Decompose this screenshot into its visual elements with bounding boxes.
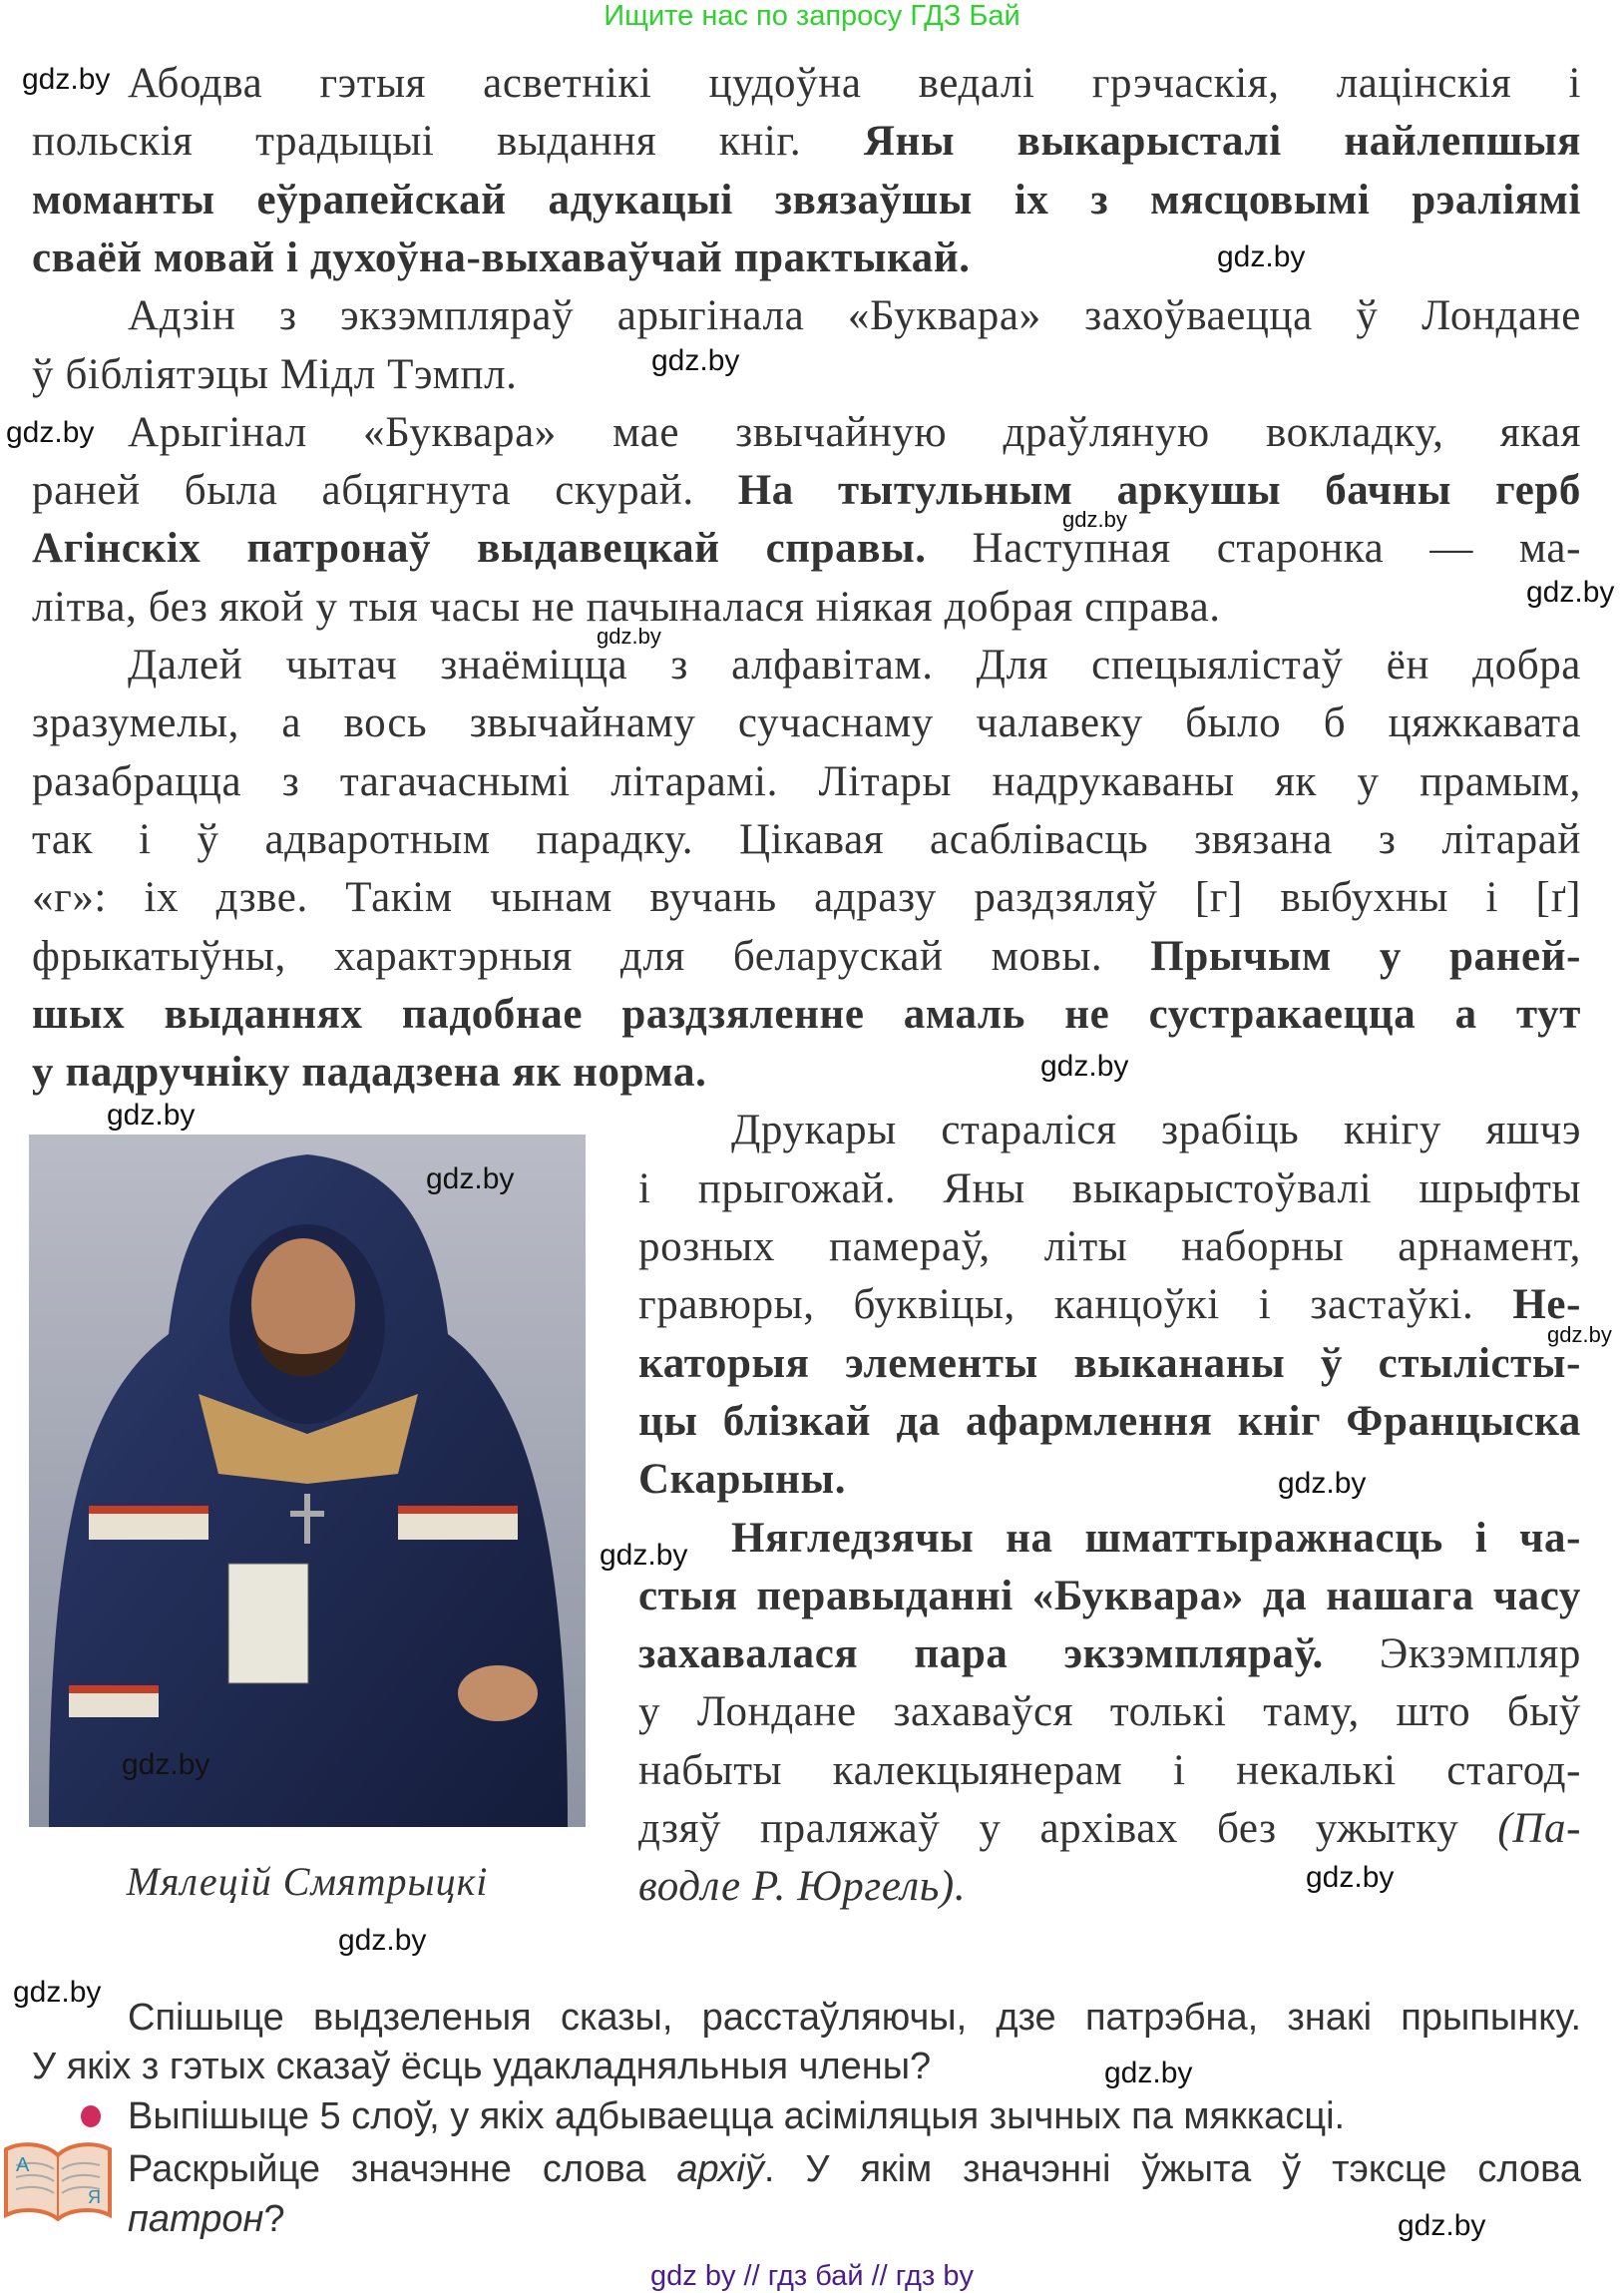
text-line xyxy=(32,520,1581,578)
text-line xyxy=(638,1160,1581,1218)
highlighted-sentence: каторыя элементы выкананы ў стылісты- xyxy=(638,1339,1581,1387)
text-segment: і прыгожай. Яны выкарыстоўвалі шрыфты xyxy=(638,1164,1581,1212)
highlighted-sentence: На тытульным аркушы бачны герб xyxy=(737,467,1581,515)
watermark: gdz.by xyxy=(1104,2057,1193,2089)
watermark: gdz.by xyxy=(1217,240,1306,273)
text-segment: набыты калекцыянерам і некалькі стагод- xyxy=(638,1746,1581,1794)
highlighted-sentence: у падручніку пададзена як норма. xyxy=(32,1049,707,1097)
highlighted-sentence: Скарыны. xyxy=(638,1456,847,1504)
italic-text: архіў xyxy=(676,2148,764,2190)
watermark: gdz.by xyxy=(651,344,740,377)
text-segment: Экзэмпляр xyxy=(1323,1630,1581,1678)
text-segment: У якіх з гэтых сказаў ёсць удакладняльныя члены? xyxy=(32,2046,932,2087)
watermark: gdz.by xyxy=(6,416,95,449)
text-segment: Выпішыце 5 слоў, у якіх адбываецца асіміляцыя зычных па мяккасці. xyxy=(128,2095,1346,2137)
text-segment: фрыкатыўны, характэрныя для беларускай мовы. xyxy=(32,932,1151,980)
watermark: gdz.by xyxy=(13,1976,102,2009)
text-line xyxy=(638,1742,1581,1800)
footer-links: gdz by // гдз бай // гдз by xyxy=(650,2260,974,2292)
text-segment: «г»: іх дзве. Такім чынам вучань адразу раздзяляў [г] выбухны і [ґ] xyxy=(32,874,1581,922)
text-line xyxy=(32,1044,706,1102)
text-line xyxy=(32,694,1581,752)
highlighted-sentence: моманты еўрапейскай адукацыі звязаўшы іх з мясцовымі рэаліямі xyxy=(32,176,1581,224)
text-segment: Друкары стараліся зрабіць кнігу яшчэ xyxy=(731,1107,1581,1154)
text-line xyxy=(638,1276,1581,1334)
portrait-caption: Мялецій Смятрыцкі xyxy=(126,1859,489,1904)
open-book-dictionary-icon xyxy=(2,2141,114,2221)
highlighted-sentence: Нягледзячы на шматтыражнасць і ча- xyxy=(731,1514,1581,1562)
text-line xyxy=(32,346,517,404)
highlighted-sentence: стыя перавыданні «Буквара» да нашага часу xyxy=(638,1572,1581,1619)
italic-text: патрон xyxy=(128,2198,264,2240)
highlighted-sentence: Яны выкарысталі найлепшыя xyxy=(863,118,1581,166)
text-segment: Раскрыйце значэнне слова xyxy=(128,2148,677,2190)
book-letter-a: А xyxy=(16,2154,30,2176)
text-segment: ? xyxy=(263,2198,285,2240)
watermark: gdz.by xyxy=(1040,1050,1129,1083)
portrait-meletius-smotrytsky xyxy=(29,1135,586,1827)
watermark: gdz.by xyxy=(1547,1322,1612,1347)
text-line xyxy=(32,229,971,287)
text-line xyxy=(128,55,1581,113)
highlighted-sentence: Прычым у раней- xyxy=(1150,932,1581,980)
text-line xyxy=(731,1102,1581,1159)
header-search-hint: Ищите нас по запросу ГДЗ Бай xyxy=(604,0,1020,32)
text-segment: розных памераў, літы наборны арнамент, xyxy=(638,1223,1581,1270)
text-line xyxy=(32,753,1581,811)
text-line xyxy=(638,1393,1581,1451)
text-line xyxy=(638,1218,1581,1276)
text-line xyxy=(638,1683,1581,1741)
text-segment: Далей чытач знаёміцца з алфавітам. Для спецыялістаў ён добра xyxy=(128,642,1581,688)
watermark: gdz.by xyxy=(1398,2209,1486,2242)
watermark: gdz.by xyxy=(1278,1467,1367,1500)
text-segment: . У якім значэнні ўжыта ў тэксце слова xyxy=(763,2148,1581,2190)
task-line xyxy=(128,1994,1581,2042)
text-line xyxy=(638,1625,1581,1683)
text-line xyxy=(32,462,1581,520)
text-segment: Наступная старонка — ма- xyxy=(926,525,1581,573)
text-segment: так і ў адваротным парадку. Цікавая асаблівасць звязана з літарай xyxy=(32,815,1581,863)
text-line xyxy=(32,113,1581,171)
italic-text: (Па- xyxy=(1497,1805,1581,1852)
highlighted-sentence: шых выданнях падобнае раздзяленне амаль не сустракаецца а тут xyxy=(32,990,1581,1038)
task-line xyxy=(128,2145,1581,2193)
italic-text: водле Р. Юргель). xyxy=(638,1863,967,1911)
text-line xyxy=(32,986,1581,1044)
text-segment: разабрацца з тагачаснымі літарамі. Літары надрукаваны як у прамым, xyxy=(32,757,1581,805)
watermark: gdz.by xyxy=(122,1748,210,1781)
highlighted-sentence: захавалася пара экзэмпляраў. xyxy=(638,1630,1324,1678)
highlighted-sentence: сваёй мовай і духоўна-выхаваўчай практыкай. xyxy=(32,233,971,281)
watermark: gdz.by xyxy=(338,1924,427,1957)
text-segment: раней была абцягнута скурай. xyxy=(32,467,738,515)
text-segment: польскія традыцыі выдання кніг. xyxy=(32,118,864,166)
task-line xyxy=(32,2043,931,2090)
watermark: gdz.by xyxy=(600,1539,688,1572)
watermark: gdz.by xyxy=(22,63,111,96)
task-line xyxy=(128,2092,1345,2140)
text-line xyxy=(128,287,1581,345)
text-segment: Арыгінал «Буквара» мае звычайную драўляную вокладку, якая xyxy=(128,408,1581,456)
text-line xyxy=(32,869,1581,927)
text-line xyxy=(128,404,1581,462)
text-segment: Спішыце выдзеленыя сказы, расстаўляючы, дзе патрэбна, знакі прыпынку. xyxy=(128,1997,1581,2039)
text-segment: дзяў праляжаў у архівах без ужытку xyxy=(638,1805,1498,1852)
highlighted-sentence: Агінскіх патронаў выдавецкай справы. xyxy=(32,525,927,573)
text-segment: ў бібліятэцы Мідл Тэмпл. xyxy=(32,350,518,398)
watermark: gdz.by xyxy=(426,1162,515,1195)
watermark: gdz.by xyxy=(597,624,661,649)
book-letter-ya: Я xyxy=(88,2187,101,2207)
watermark: gdz.by xyxy=(1526,576,1615,609)
text-line xyxy=(638,1800,1581,1858)
watermark: gdz.by xyxy=(107,1099,196,1132)
text-segment: у Лондане захаваўся толькі таму, што быў xyxy=(638,1688,1581,1736)
highlighted-sentence: цы блізкай да афармлення кніг Францыска xyxy=(638,1397,1581,1445)
text-segment: Адзін з экзэмпляраў арыгінала «Буквара» захоўваецца ў Лондане xyxy=(128,292,1581,340)
text-line xyxy=(638,1335,1581,1393)
text-line xyxy=(638,1858,966,1916)
text-segment: гравюры, буквіцы, канцоўкі і застаўкі. xyxy=(638,1281,1513,1329)
highlighted-sentence: Не- xyxy=(1512,1281,1581,1329)
text-line xyxy=(128,637,1581,694)
bullet-dot-icon xyxy=(81,2105,101,2127)
text-line xyxy=(32,928,1581,986)
watermark: gdz.by xyxy=(1062,507,1127,532)
text-line xyxy=(32,172,1581,229)
watermark: gdz.by xyxy=(1306,1861,1395,1894)
text-line xyxy=(638,1451,846,1509)
task-line xyxy=(128,2195,285,2243)
text-line xyxy=(638,1568,1581,1625)
text-segment: літва, без якой у тыя часы не пачыналася ніякая добрая справа. xyxy=(32,583,1221,631)
text-line xyxy=(32,811,1581,869)
text-segment: зразумелы, а вось звычайнаму сучаснаму чалавеку было б цяжкавата xyxy=(32,699,1581,747)
text-line xyxy=(731,1510,1581,1568)
text-segment: Абодва гэтыя асветнікі цудоўна ведалі грэчаскія, лацінскія і xyxy=(128,60,1581,107)
